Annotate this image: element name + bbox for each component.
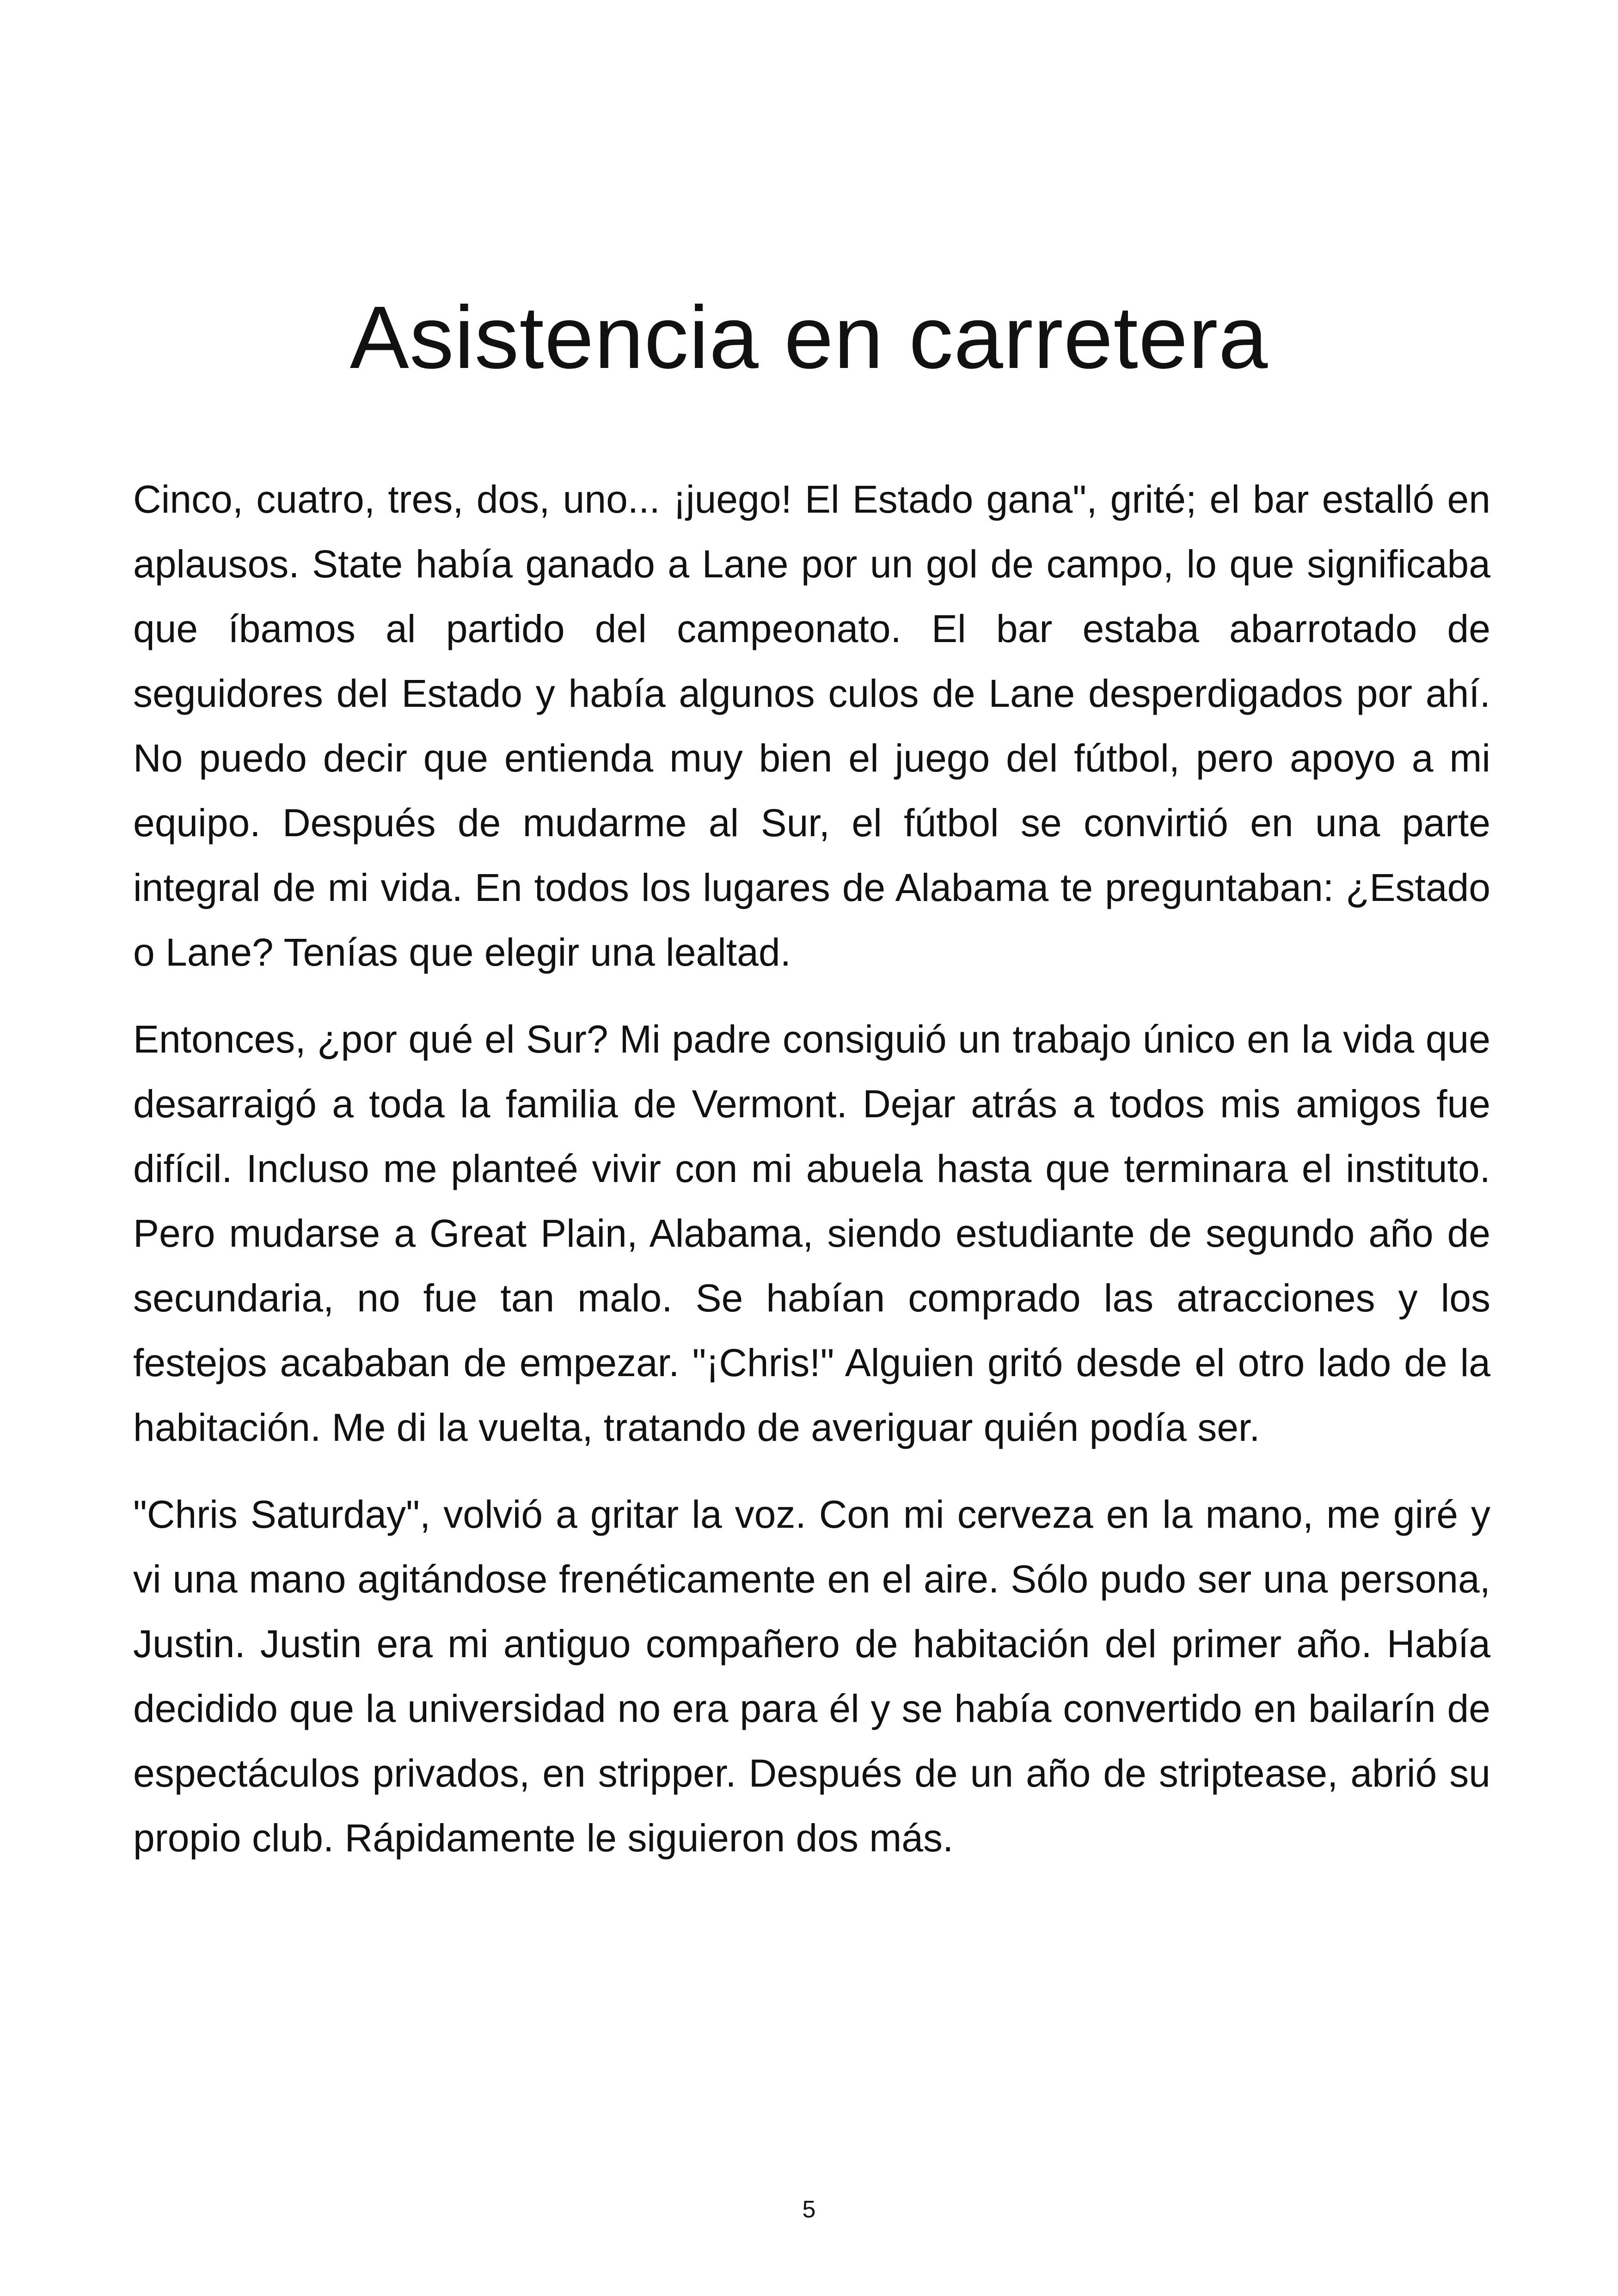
body-text: [133, 467, 1490, 1892]
paragraph-1: Cinco, cuatro, tres, dos, uno... ¡juego! El Estado gana", grité; el bar estalló en aplausos. State había ganado a Lane por un gol de campo, lo que significaba que íbamos al partido del campeonato. El bar estaba abarrotado de seguidores del Estado y había algunos culos de Lane desperdigados por ahí. No puedo decir que entienda muy bien el juego del fútbol, pero apoyo a mi equipo. Después de mudarme al Sur, el fútbol se convirtió en una parte integral de mi vida. En todos los lugares de Alabama te preguntaban: ¿Estado o Lane? Tenías que elegir una lealtad.: [133, 478, 1490, 974]
paragraph-3: "Chris Saturday", volvió a gritar la voz. Con mi cerveza en la mano, me giré y vi una mano agitándose frenéticamente en el aire. Sólo pudo ser una persona, Justin. Justin era mi antiguo compañero de habitación del primer año. Había decidido que la universidad no era para él y se había convertido en bailarín de espectáculos privados, en stripper. Después de un año de striptease, abrió su propio club. Rápidamente le siguieron dos más.: [133, 1493, 1490, 1860]
chapter-title: Asistencia en carretera: [349, 288, 1269, 387]
paragraph-2: Entonces, ¿por qué el Sur? Mi padre consiguió un trabajo único en la vida que desarraigó a toda la familia de Vermont. Dejar atrás a todos mis amigos fue difícil. Incluso me planteé vivir con mi abuela hasta que terminara el instituto. Pero mudarse a Great Plain, Alabama, siendo estudiante de segundo año de secundaria, no fue tan malo. Se habían comprado las atracciones y los festejos acababan de empezar. "¡Chris!" Alguien gritó desde el otro lado de la habitación. Me di la vuelta, tratando de averiguar quién podía ser.: [133, 1017, 1490, 1449]
page-number: 5: [802, 2196, 816, 2223]
